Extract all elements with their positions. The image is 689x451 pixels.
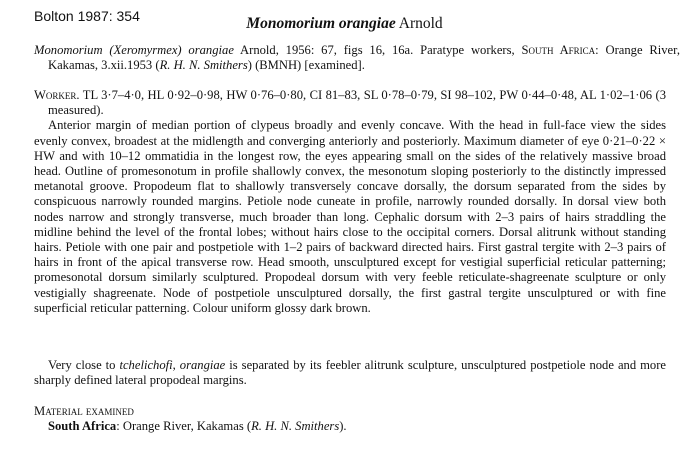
citation-paragraph	[34, 43, 680, 73]
description-body: Anterior margin of median portion of clypeus broadly and evenly concave. With the head in full-face view the sides evenly convex, broadest at the midlength and converging anteriorly and posteriorly. Maximum diameter of eye 0·21–0·22 × HW and with 10–12 ommatidia in the longest row, the eyes appearing small on the sides of the relatively massive broad head. Outline of promesonotum in profile shallowly convex, the mesonotum sloping posteriorly to the distinctly impressed metanotal groove. Propodeum flat to shallowly transversely concave dorsally, the dorsum separated from the sides by conspicuous narrowly rounded margins. Petiole node cuneate in profile, narrowly rounded dorsally. In dorsal view both nodes narrow and strongly transverse, much broader than long. Cephalic dorsum with 2–3 pairs of hairs straddling the midline behind the level of the frontal lobes; without hairs close to the occipital corners. Dorsal alitrunk without standing hairs. Petiole with one pair and postpetiole with 1–2 pairs of backward directed hairs. First gastral tergite with 2–3 pairs of hairs in front of the apical transverse row. Head smooth, unsculptured except for vestigial superficial reticular patterning; promesonotal dorsum similarly sculptured. Propodeal dorsum with very feeble reticulate-shagreenate sculpture or only vestigially shagreenate. Node of postpetiole unsculptured dorsally, the first gastral tergite unsculptured or with fine superficial reticular patterning. Colour uniform glossy dark brown.	[34, 118, 666, 315]
species-name: Monomorium orangiae	[246, 15, 396, 32]
remarks-mid: ,	[172, 358, 180, 372]
material-country: South Africa	[48, 419, 117, 434]
material-heading: Material examined	[34, 404, 134, 418]
species-author: Arnold	[398, 15, 443, 32]
citation-collector: R. H. N. Smithers	[159, 58, 248, 73]
material-collector: R. H. N. Smithers	[251, 419, 340, 434]
material-entry	[34, 419, 666, 434]
measurements-paragraph	[34, 88, 666, 118]
citation-country: South Africa:	[521, 43, 599, 57]
source-reference: Bolton 1987: 354	[34, 8, 140, 24]
citation-taxon: Monomorium (Xeromyrmex) orangiae	[34, 43, 234, 57]
material-end: ).	[339, 419, 347, 434]
description-section	[34, 88, 666, 316]
caste-heading: Worker.	[34, 88, 80, 102]
citation-repository: ) (BMNH) [examined].	[247, 58, 365, 73]
material-section	[34, 404, 666, 434]
measurements-text: TL 3·7–4·0, HL 0·92–0·98, HW 0·76–0·80, CI 81–83, SL 0·78–0·79, SI 98–102, PW 0·44–0·48, AL 1·02–1·06 (3 measured).	[48, 88, 666, 118]
remarks-species-2: orangiae	[179, 358, 226, 372]
citation-details: Arnold, 1956: 67, figs 16, 16a. Paratype workers,	[233, 43, 522, 57]
species-title	[0, 15, 689, 33]
material-locality: : Orange River, Kakamas (	[116, 419, 252, 434]
remarks-rest: is separated by its feebler alitrunk sculpture, unsculptured postpetiole node and more sharply defined lateral propodeal margins.	[34, 358, 667, 388]
remarks-paragraph	[34, 358, 666, 388]
citation-locality: Orange River, Kakamas, 3.xii.1953 (	[48, 43, 680, 73]
remarks-species-1: tchelichofi	[119, 358, 173, 372]
remarks-lead: Very close to	[48, 358, 120, 372]
